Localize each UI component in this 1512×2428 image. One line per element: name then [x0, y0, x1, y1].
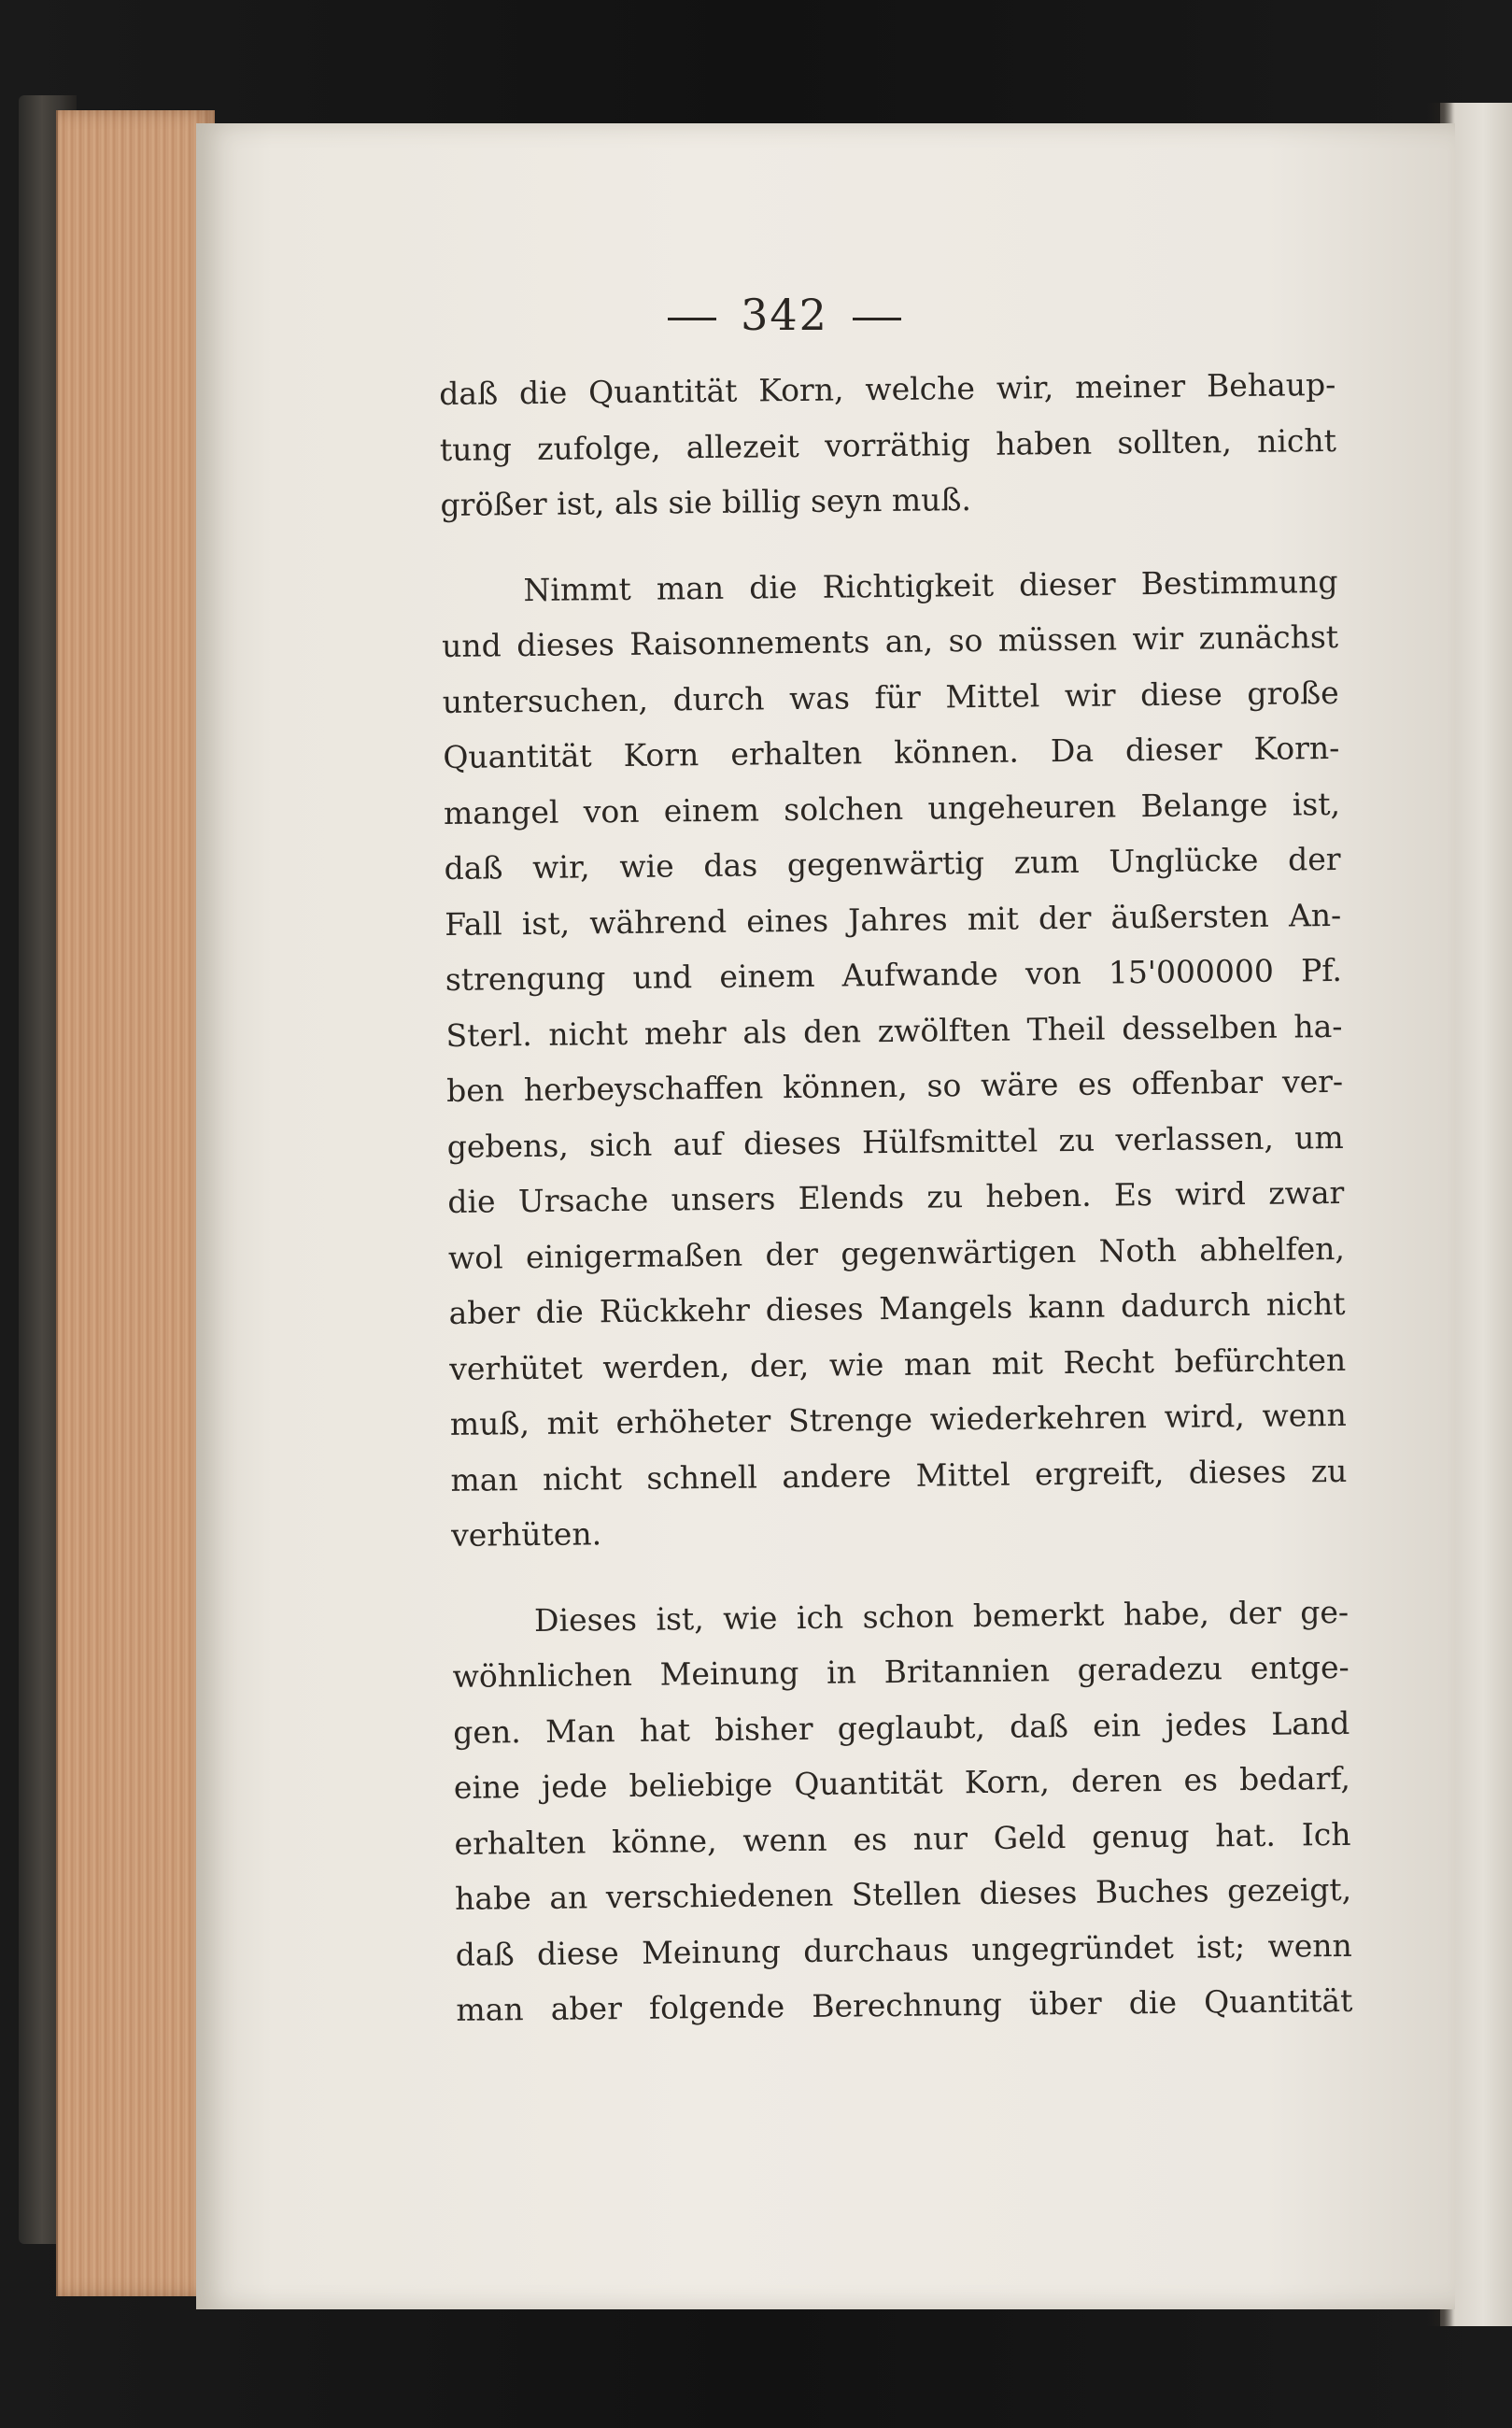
page-header	[542, 290, 1027, 340]
text-line: verhüten.	[450, 1515, 602, 1554]
page-number: 342	[741, 290, 828, 340]
text-line: gen. Man hat bisher geglaubt, daß ein jedes Land	[453, 1704, 1350, 1751]
paragraph	[452, 1583, 1353, 2038]
text-line: und dieses Raisonnements an, so müssen wir zunächst	[441, 618, 1339, 664]
header-dash-right	[853, 318, 901, 320]
text-line: verhütet werden, der, wie man mit Recht befürchten	[449, 1341, 1347, 1387]
text-line: wol einigermaßen der gegenwärtigen Noth abhelfen,	[447, 1229, 1346, 1276]
text-line: habe an verschiedenen Stellen dieses Buches gezeigt,	[454, 1870, 1352, 1917]
text-line: Sterl. nicht mehr als den zwölften Theil desselben ha-	[445, 1007, 1343, 1054]
text-line: Dieses ist, wie ich schon bemerkt habe, der ge-	[533, 1593, 1349, 1639]
page-body-text	[439, 357, 1353, 2038]
text-line: aber die Rückkehr dieses Mangels kann dadurch nicht	[448, 1285, 1346, 1331]
text-line: eine jede beliebige Quantität Korn, deren es bedarf,	[453, 1759, 1351, 1806]
text-line: mangel von einem solchen ungeheuren Belange ist,	[443, 785, 1341, 831]
text-line: daß die Quantität Korn, welche wir, meiner Behaup-	[439, 365, 1336, 412]
text-line: ben herbeyschaffen können, so wäre es offenbar ver-	[445, 1062, 1344, 1109]
text-line: die Ursache unsers Elends zu heben. Es wird zwar	[447, 1173, 1345, 1220]
text-line: Fall ist, während eines Jahres mit der äußersten An-	[445, 896, 1342, 943]
text-line: strengung und einem Aufwande von 15'000000 Pf.	[445, 951, 1343, 998]
text-line: Quantität Korn erhalten können. Da dieser Korn-	[443, 729, 1340, 775]
header-dash-left	[668, 318, 716, 320]
text-line: man aber folgende Berechnung über die Quantität	[456, 1981, 1353, 2028]
paragraph	[441, 553, 1348, 1563]
text-line: man nicht schnell andere Mittel ergreift, dieses zu	[450, 1452, 1348, 1498]
text-line: Nimmt man die Richtigkeit dieser Bestimmung	[523, 562, 1338, 608]
text-line: erhalten könne, wenn es nur Geld genug hat. Ich	[454, 1815, 1351, 1862]
page-block-edges	[56, 110, 215, 2296]
text-line: daß wir, wie das gegenwärtig zum Unglücke der	[444, 840, 1341, 887]
text-line: größer ist, als sie billig seyn muß.	[440, 481, 972, 523]
text-line: untersuchen, durch was für Mittel wir diese große	[442, 674, 1339, 720]
paragraph	[439, 357, 1337, 533]
text-line: muß, mit erhöheter Strenge wiederkehren wird, wenn	[449, 1396, 1348, 1442]
text-line: wöhnlichen Meinung in Britannien geradezu entge-	[452, 1648, 1349, 1695]
text-line: tung zufolge, allezeit vorräthig haben sollten, nicht	[439, 421, 1337, 468]
text-line: daß diese Meinung durchaus ungegründet ist; wenn	[455, 1926, 1352, 1973]
text-line: gebens, sich auf dieses Hülfsmittel zu verlassen, um	[446, 1118, 1344, 1165]
